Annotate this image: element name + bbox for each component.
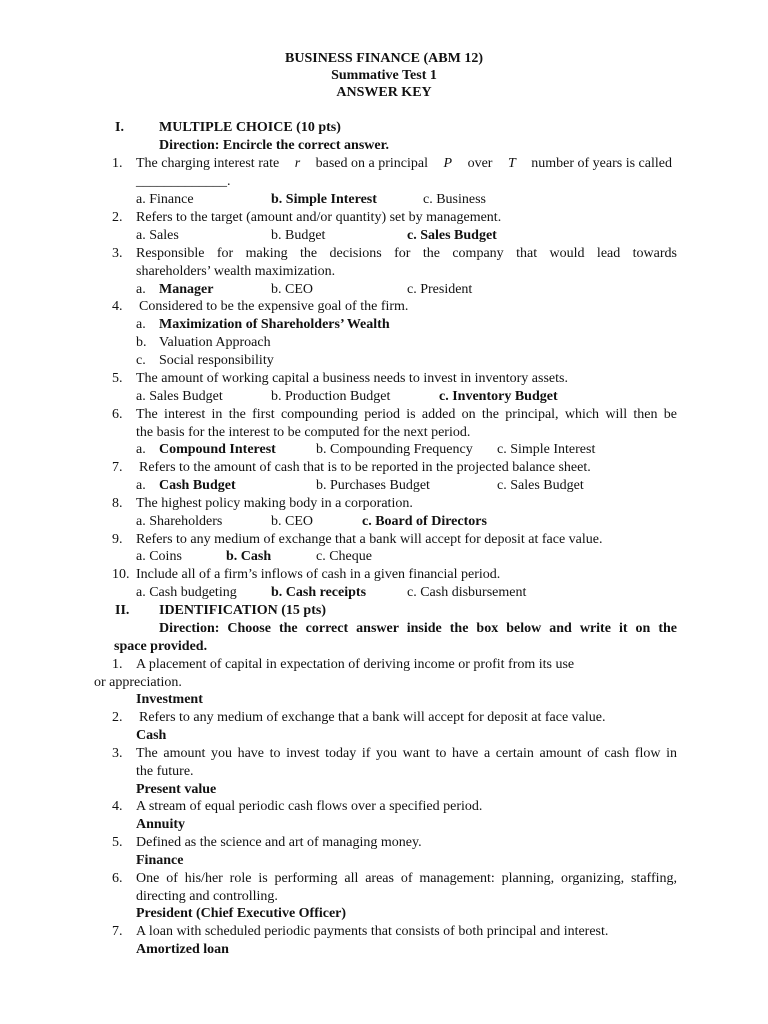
id1-number: 1. [112,657,123,672]
q1-option-c: c. Business [423,192,486,207]
part2-direction-line1: Direction: Choose the correct answer inside the box below and write it on the [159,621,677,636]
q6-option-a-letter: a. [136,442,146,457]
q1-text-pre: The charging interest rate [136,156,280,171]
q5-text: The amount of working capital a business needs to invest in inventory assets. [136,371,568,386]
q1-question [136,155,672,172]
part2-title: IDENTIFICATION (15 pts) [159,603,326,618]
id1-answer: Investment [136,692,203,707]
part2-number: II. [115,603,130,618]
q2-text: Refers to the target (amount and/or quantity) set by management. [136,210,502,225]
id6-answer: President (Chief Executive Officer) [136,906,347,921]
q2-option-c: c. Sales Budget [407,228,497,243]
q10-number: 10. [112,567,130,582]
q9-text: Refers to any medium of exchange that a bank will accept for deposit at face value. [136,532,603,547]
q8-option-c: c. Board of Directors [362,514,487,529]
q3-option-c: c. President [407,282,473,297]
q4-option-c: Social responsibility [159,353,274,368]
part1-direction: Direction: Encircle the correct answer. [159,138,390,153]
q5-option-b: b. Production Budget [271,389,391,404]
q4-option-c-letter: c. [136,353,146,368]
id2-text: Refers to any medium of exchange that a bank will accept for deposit at face value. [139,710,606,725]
q1-var-r: r [294,156,301,171]
id7-answer: Amortized loan [136,942,229,957]
id3-text-line2: the future. [136,764,194,779]
q1-text-mid1: based on a principal [315,156,428,171]
part2-direction-line2: space provided. [114,639,208,654]
q3-text-line1: Responsible for making the decisions for the company that would lead towards [136,246,677,261]
q9-option-a: a. Coins [136,549,182,564]
q1-option-a: a. Finance [136,192,194,207]
id6-text-line1: One of his/her role is performing all areas of management: planning, organizing, staffing, [136,871,677,886]
q5-option-a: a. Sales Budget [136,389,223,404]
q4-option-a: Maximization of Shareholders’ Wealth [159,317,390,332]
q1-text-post: number of years is called [531,156,672,171]
q1-var-p: P [443,156,453,171]
q6-number: 6. [112,407,123,422]
q7-text: Refers to the amount of cash that is to be reported in the projected balance sheet. [139,460,591,475]
id3-text-line1: The amount you have to invest today if you want to have a certain amount of cash flow in [136,746,677,761]
id6-text-line2: directing and controlling. [136,889,278,904]
id5-text: Defined as the science and art of managing money. [136,835,422,850]
q3-number: 3. [112,246,123,261]
q1-option-b: b. Simple Interest [271,192,377,207]
part1-title: MULTIPLE CHOICE (10 pts) [159,120,341,135]
id7-text: A loan with scheduled periodic payments that consists of both principal and interest. [136,924,609,939]
q3-text-line2: shareholders’ wealth maximization. [136,264,336,279]
q7-number: 7. [112,460,123,475]
q2-number: 2. [112,210,123,225]
q8-option-a: a. Shareholders [136,514,223,529]
q10-option-b: b. Cash receipts [271,585,367,600]
q10-option-a: a. Cash budgeting [136,585,237,600]
q4-text: Considered to be the expensive goal of the firm. [139,299,409,314]
q5-number: 5. [112,371,123,386]
id2-number: 2. [112,710,123,725]
q6-option-c: c. Simple Interest [497,442,596,457]
q6-option-a: Compound Interest [159,442,276,457]
q6-text-line2: the basis for the interest to be computed for the next period. [136,425,471,440]
id4-number: 4. [112,799,123,814]
q3-option-b: b. CEO [271,282,313,297]
id7-number: 7. [112,924,123,939]
q10-option-c: c. Cash disbursement [407,585,527,600]
q8-number: 8. [112,496,123,511]
id5-number: 5. [112,835,123,850]
q7-option-b: b. Purchases Budget [316,478,430,493]
q4-option-b-letter: b. [136,335,147,350]
q9-option-c: c. Cheque [316,549,372,564]
id3-answer: Present value [136,782,217,797]
test-title: Summative Test 1 [331,68,437,83]
id4-text: A stream of equal periodic cash flows over a specified period. [136,799,483,814]
q7-option-a: Cash Budget [159,478,236,493]
part1-number: I. [115,120,124,135]
q1-var-t: T [507,156,516,171]
q1-blank: _____________. [136,174,231,189]
id1-text-line2: or appreciation. [94,675,182,690]
q4-option-b: Valuation Approach [159,335,271,350]
id4-answer: Annuity [136,817,186,832]
q2-option-b: b. Budget [271,228,326,243]
q4-number: 4. [112,299,123,314]
q4-option-a-letter: a. [136,317,146,332]
q3-option-a: Manager [159,282,214,297]
id6-number: 6. [112,871,123,886]
q6-option-b: b. Compounding Frequency [316,442,473,457]
q10-text: Include all of a firm’s inflows of cash in a given financial period. [136,567,501,582]
id3-number: 3. [112,746,123,761]
id1-text-line1: A placement of capital in expectation of deriving income or profit from its use [136,657,575,672]
course-title: BUSINESS FINANCE (ABM 12) [285,51,483,66]
q7-option-a-letter: a. [136,478,146,493]
q8-option-b: b. CEO [271,514,313,529]
id5-answer: Finance [136,853,184,868]
q5-option-c: c. Inventory Budget [439,389,558,404]
q1-text-mid2: over [467,156,493,171]
q2-option-a: a. Sales [136,228,179,243]
q1-number: 1. [112,156,123,171]
id2-answer: Cash [136,728,167,743]
q6-text-line1: The interest in the first compounding period is added on the principal, which will then be [136,407,677,422]
q3-option-a-letter: a. [136,282,146,297]
q7-option-c: c. Sales Budget [497,478,584,493]
q9-number: 9. [112,532,123,547]
q8-text: The highest policy making body in a corporation. [136,496,413,511]
q9-option-b: b. Cash [226,549,272,564]
answer-key-title: ANSWER KEY [336,85,432,100]
